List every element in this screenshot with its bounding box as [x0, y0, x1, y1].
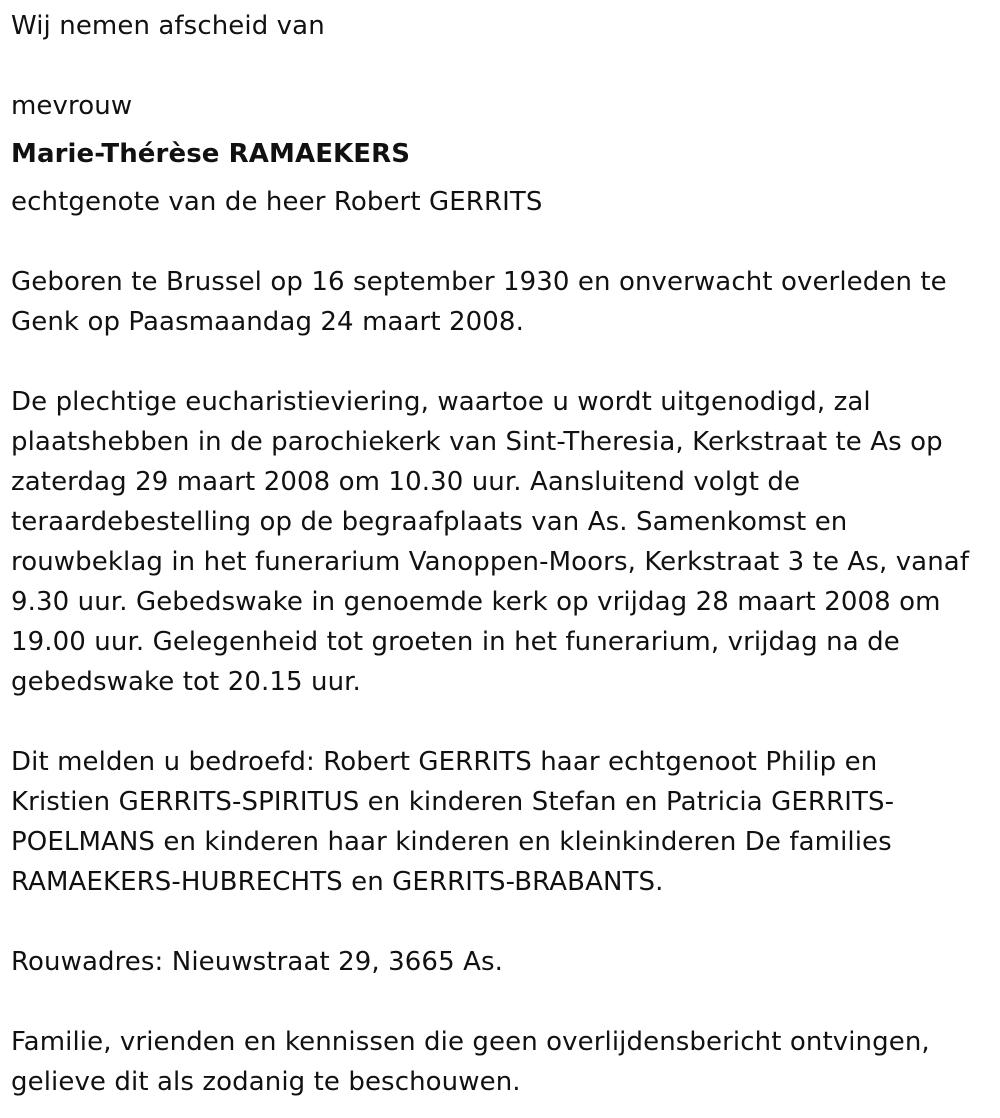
paragraph-line: rouwbeklag in het funerarium Vanoppen-Moors, Kerkstraat 3 te As, vanaf: [11, 547, 970, 577]
family-paragraph: [11, 742, 1000, 902]
mourning-address: Rouwadres: Nieuwstraat 29, 3665 As.: [11, 947, 503, 977]
spacer: [11, 702, 1000, 742]
paragraph-line: Kristien GERRITS-SPIRITUS en kinderen Stefan en Patricia GERRITS-: [11, 787, 895, 817]
paragraph-line: Dit melden u bedroefd: Robert GERRITS haar echtgenoot Philip en: [11, 747, 878, 777]
paragraph-line: RAMAEKERS-HUBRECHTS en GERRITS-BRABANTS.: [11, 867, 664, 897]
ceremony-paragraph: [11, 382, 1000, 702]
paragraph-line: 19.00 uur. Gelegenheid tot groeten in het funerarium, vrijdag na de: [11, 627, 900, 657]
paragraph-line: De plechtige eucharistieviering, waartoe u wordt uitgenodigd, zal: [11, 387, 871, 417]
paragraph-line: POELMANS en kinderen haar kinderen en kleinkinderen De families: [11, 827, 892, 857]
paragraph-line: Genk op Paasmaandag 24 maart 2008.: [11, 307, 524, 337]
title-prefix: mevrouw: [11, 91, 133, 121]
intro-text: Wij nemen afscheid van: [11, 11, 325, 41]
paragraph-line: zaterdag 29 maart 2008 om 10.30 uur. Aansluitend volgt de: [11, 467, 801, 497]
paragraph-line: plaatshebben in de parochiekerk van Sint-Theresia, Kerkstraat te As op: [11, 427, 943, 457]
spouse-line: echtgenote van de heer Robert GERRITS: [11, 187, 543, 217]
paragraph-line: teraardebestelling op de begraafplaats van As. Samenkomst en: [11, 507, 848, 537]
deceased-name: Marie-Thérèse RAMAEKERS: [11, 139, 411, 169]
spacer: [11, 342, 1000, 382]
birth-death-paragraph: [11, 262, 1000, 342]
spacer: [11, 982, 1000, 1022]
paragraph-line: 9.30 uur. Gebedswake in genoemde kerk op vrijdag 28 maart 2008 om: [11, 587, 941, 617]
closing-paragraph: [11, 1022, 1000, 1102]
spacer: [11, 46, 1000, 86]
paragraph-line: gebedswake tot 20.15 uur.: [11, 667, 361, 697]
spacer: [11, 902, 1000, 942]
paragraph-line: gelieve dit als zodanig te beschouwen.: [11, 1067, 521, 1097]
spacer: [11, 222, 1000, 262]
spacer: [11, 174, 1000, 182]
spacer: [11, 126, 1000, 134]
paragraph-line: Geboren te Brussel op 16 september 1930 en onverwacht overleden te: [11, 267, 947, 297]
paragraph-line: Familie, vrienden en kennissen die geen overlijdensbericht ontvingen,: [11, 1027, 930, 1057]
